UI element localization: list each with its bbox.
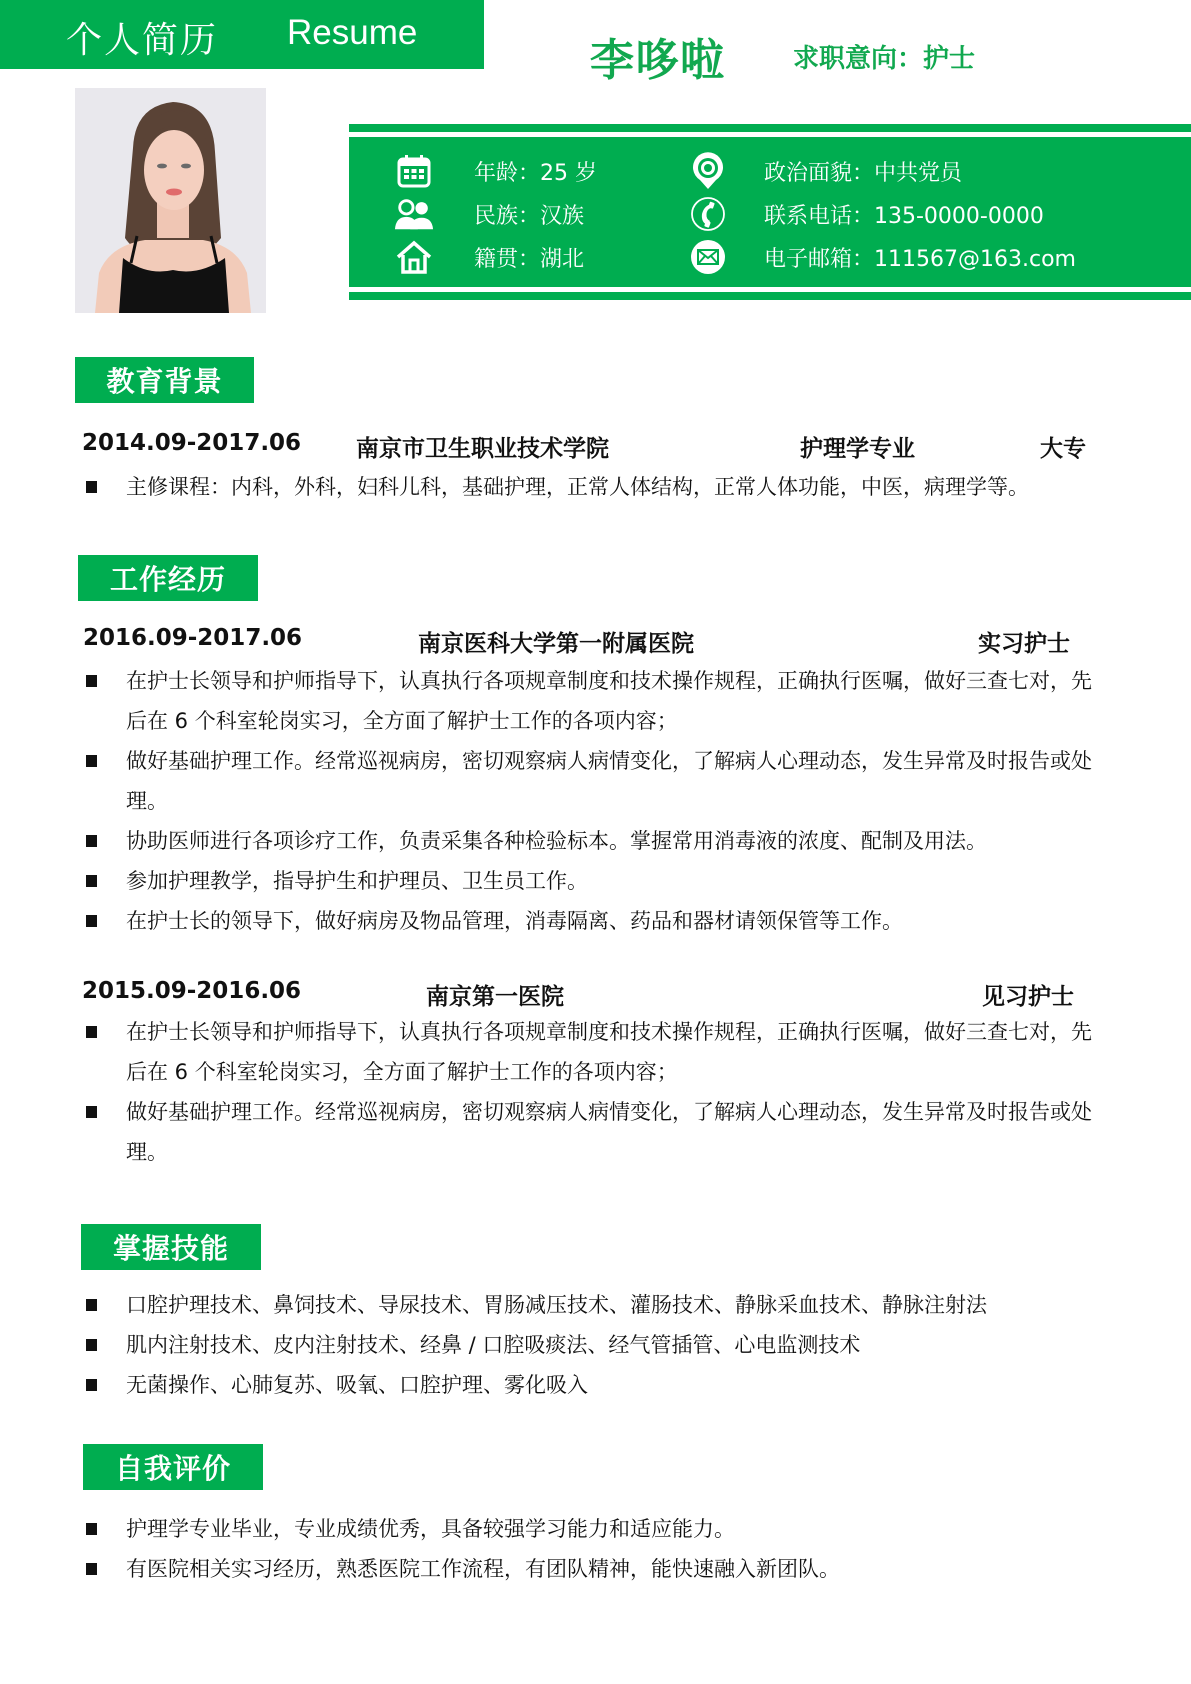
bullet-square bbox=[86, 1563, 97, 1575]
bullet-square bbox=[86, 1026, 97, 1038]
section-education-title: 教育背景 bbox=[75, 357, 254, 403]
work-1-bullet: 在护士长的领导下，做好病房及物品管理，消毒隔离、药品和器材请领保管等工作。 bbox=[86, 901, 1106, 941]
email-text: 电子邮箱：111567@163.com bbox=[764, 246, 1076, 272]
self-eval-bullet: 护理学专业毕业，专业成绩优秀，具备较强学习能力和适应能力。 bbox=[86, 1509, 1106, 1549]
bullet-square bbox=[86, 1379, 97, 1391]
calendar-icon bbox=[394, 152, 434, 190]
bullet-square bbox=[86, 675, 97, 687]
skill-bullet: 口腔护理技术、鼻饲技术、导尿技术、胃肠减压技术、灌肠技术、静脉采血技术、静脉注射法 bbox=[86, 1285, 1106, 1325]
section-skills-title: 掌握技能 bbox=[81, 1224, 261, 1270]
work-2-period: 2015.09-2016.06 bbox=[82, 978, 302, 1004]
home-icon bbox=[394, 238, 434, 276]
edu-bullet: 主修课程：内科，外科，妇科儿科，基础护理，正常人体结构，正常人体功能，中医，病理学等。 bbox=[86, 467, 1106, 507]
location-pin-icon bbox=[688, 152, 728, 190]
political-text: 政治面貌：中共党员 bbox=[764, 160, 963, 186]
edu-major: 护理学专业 bbox=[800, 436, 915, 462]
info-email bbox=[688, 238, 1076, 276]
edu-school: 南京市卫生职业技术学院 bbox=[356, 436, 609, 462]
banner-bottom-stripe bbox=[349, 292, 1191, 300]
work-2-bullet: 在护士长领导和护师指导下，认真执行各项规章制度和技术操作规程，正确执行医嘱，做好三查七对，先后在 6 个科室轮岗实习，全方面了解护士工作的各项内容； bbox=[86, 1012, 1106, 1092]
skill-bullet: 无菌操作、心肺复苏、吸氧、口腔护理、雾化吸入 bbox=[86, 1365, 1106, 1405]
work-1-bullet: 做好基础护理工作。经常巡视病房，密切观察病人病情变化，了解病人心理动态，发生异常及时报告或处理。 bbox=[86, 741, 1106, 821]
title-en: Resume bbox=[287, 13, 418, 52]
portrait-photo bbox=[75, 88, 266, 313]
age-text: 年龄：25 岁 bbox=[474, 160, 597, 186]
edu-degree: 大专 bbox=[1040, 436, 1086, 462]
phone-icon bbox=[688, 195, 728, 233]
phone-text: 联系电话：135-0000-0000 bbox=[764, 203, 1044, 229]
bullet-square bbox=[86, 1339, 97, 1351]
people-icon bbox=[394, 195, 434, 233]
info-political bbox=[688, 152, 963, 190]
hometown-text: 籍贯：湖北 bbox=[474, 246, 585, 272]
info-ethnicity bbox=[394, 195, 585, 233]
job-intent: 求职意向：护士 bbox=[793, 44, 976, 74]
self-eval-bullet: 有医院相关实习经历，熟悉医院工作流程，有团队精神，能快速融入新团队。 bbox=[86, 1549, 1106, 1589]
work-2-role: 见习护士 bbox=[982, 984, 1074, 1010]
bullet-square bbox=[86, 875, 97, 887]
banner-top-stripe bbox=[349, 124, 1191, 132]
envelope-icon bbox=[688, 238, 728, 276]
section-self-eval-title: 自我评价 bbox=[83, 1444, 263, 1490]
work-2-org: 南京第一医院 bbox=[426, 984, 564, 1010]
bullet-square bbox=[86, 1106, 97, 1118]
title-cn: 个人简历 bbox=[66, 20, 219, 61]
bullet-square bbox=[86, 1523, 97, 1535]
bullet-square bbox=[86, 915, 97, 927]
resume-title-bar bbox=[0, 0, 484, 69]
candidate-name: 李哆啦 bbox=[590, 35, 725, 86]
work-1-period: 2016.09-2017.06 bbox=[83, 625, 303, 651]
info-age bbox=[394, 152, 597, 190]
bullet-square bbox=[86, 1299, 97, 1311]
work-2-bullet: 做好基础护理工作。经常巡视病房，密切观察病人病情变化，了解病人心理动态，发生异常及时报告或处理。 bbox=[86, 1092, 1106, 1172]
work-1-org: 南京医科大学第一附属医院 bbox=[418, 631, 694, 657]
work-1-role: 实习护士 bbox=[978, 631, 1070, 657]
section-work-title: 工作经历 bbox=[78, 555, 258, 601]
work-1-bullet: 协助医师进行各项诊疗工作，负责采集各种检验标本。掌握常用消毒液的浓度、配制及用法。 bbox=[86, 821, 1106, 861]
info-phone bbox=[688, 195, 1044, 233]
bullet-square bbox=[86, 481, 97, 493]
work-1-bullet: 参加护理教学，指导护生和护理员、卫生员工作。 bbox=[86, 861, 1106, 901]
edu-period: 2014.09-2017.06 bbox=[82, 430, 302, 456]
bullet-square bbox=[86, 755, 97, 767]
work-1-bullet: 在护士长领导和护师指导下，认真执行各项规章制度和技术操作规程，正确执行医嘱，做好三查七对，先后在 6 个科室轮岗实习，全方面了解护士工作的各项内容； bbox=[86, 661, 1106, 741]
skill-bullet: 肌内注射技术、皮内注射技术、经鼻 / 口腔吸痰法、经气管插管、心电监测技术 bbox=[86, 1325, 1106, 1365]
bullet-square bbox=[86, 835, 97, 847]
ethnicity-text: 民族：汉族 bbox=[474, 203, 585, 229]
info-hometown bbox=[394, 238, 585, 276]
